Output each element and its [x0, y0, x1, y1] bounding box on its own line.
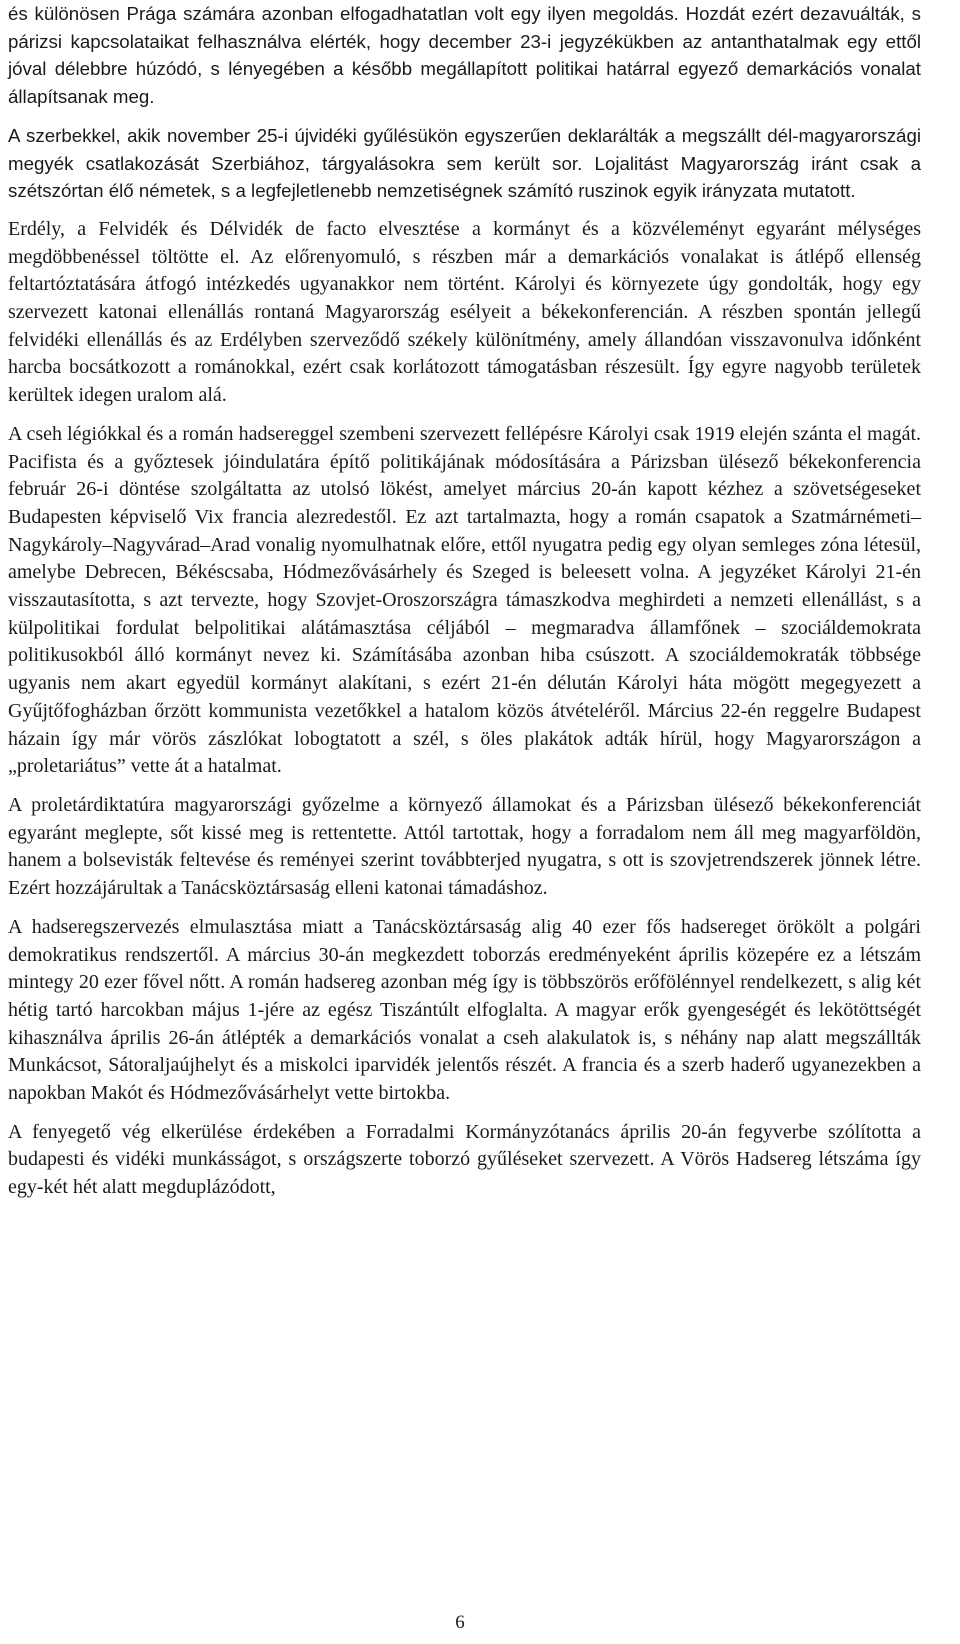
paragraph-2: A szerbekkel, akik november 25-i újvidéki gyűlésükön egyszerűen deklarálták a megszállt dél-magyarországi megyék csatlakozását Szerbiához, tárgyalásokra sem került sor. Lojalitást Magyarország iránt csak a szétszórtan élő németek, s a legfejletlenebb nemzetiségnek számító ruszinok egyik irányzata mutatott. [8, 124, 921, 202]
paragraph-5: A proletárdiktatúra magyarországi győzelme a környező államokat és a Párizsban ülésező békekonferenciát egyaránt meglepte, sőt kissé meg is rettentette. Attól tartottak, hogy a forradalom nem áll meg magyarföldön, hanem a bolsevisták feltevése és reményei szerint továbbterjed nyugatra, s ott is szovjetrendszerek jönnek létre. Ezért hozzájárultak a Tanácsköztársaság elleni katonai támadáshoz. [8, 793, 921, 900]
paragraph-4: A cseh légiókkal és a román hadsereggel szembeni szervezett fellépésre Károlyi csak 1919 elején szánta el magát. Pacifista és a győztesek jóindulatára építő politikájának módosítására a Párizsban ülésező békekonferencia február 26-i döntése szolgáltatta az utolsó lökést, amelyet március 20-án kapott kézhez a szövetségeseket Budapesten képviselő Vix francia alezredestől. Ez azt tartalmazta, hogy a román csapatok a Szatmárnémeti–Nagykároly–Nagyvárad–Arad vonalig nyomulhatnak előre, ettől nyugatra pedig egy olyan semleges zóna létesül, amelybe Debrecen, Békéscsaba, Hódmezővásárhely és Szeged is beleesett volna. A jegyzéket Károlyi 21-én visszautasította, s azt tervezte, hogy Szovjet-Oroszországra támaszkodva meghirdeti a nemzeti ellenállást, s a külpolitikai fordulat belpolitikai alátámasztása céljából – megmaradva államfőnek – szociáldemokrata politikusokból álló kormányt nevez ki. Számításába azonban hiba csúszott. A szociáldemokraták többsége ugyanis nem akart egyedül kormányt alakítani, s ezért 21-én délután Károlyi háta mögött megegyezett a Gyűjtőfogházban őrzött kommunista vezetőkkel a hatalom közös átvételéről. Március 22-én reggelre Budapest házain így már vörös zászlókat lobogtatott a szél, s öles plakátok adták hírül, hogy Magyarországon a „proletariátus” vette át a hatalmat. [8, 422, 921, 778]
paragraph-7: A fenyegető vég elkerülése érdekében a Forradalmi Kormányzótanács április 20-án fegyverbe szólította a budapesti és vidéki munkásságot, s országszerte toborzó gyűléseket szervezett. A Vörös Hadsereg létszáma így egy-két hét alatt megduplázódott, [8, 1120, 921, 1199]
document-page [8, 0, 921, 1213]
paragraph-6: A hadseregszervezés elmulasztása miatt a Tanácsköztársaság alig 40 ezer fős hadsereget örökölt a polgári demokratikus rendszertől. A március 30-án megkezdett toborzás eredményeként április közepére ez a létszám mintegy 20 ezer fővel nőtt. A román hadsereg azonban még így is többszörös erőfölénnyel rendelkezett, s alig két hétig tartó harcokban május 1-jére az egész Tiszántúlt elfoglalta. A magyar erők gyengeségét és lekötöttségét kihasználva április 26-án átlépték a demarkációs vonalat a cseh alakulatok is, s néhány nap alatt megszállták Munkácsot, Sátoraljaújhelyt és a miskolci iparvidék jelentős részét. A francia és a szerb haderő ugyanezekben a napokban Makót és Hódmezővásárhelyt vette birtokba. [8, 915, 921, 1105]
paragraph-1: és különösen Prága számára azonban elfogadhatatlan volt egy ilyen megoldás. Hozdát ezért dezavuálták, s párizsi kapcsolataikat felhasználva elérték, hogy december 23-i jegyzékükben az antanthatalmak egy ettől jóval délebbre húzódó, s lényegében a később megállapított politikai határral egyező demarkációs vonalat állapítsanak meg. [8, 3, 921, 108]
page-number: 6 [455, 1612, 465, 1633]
paragraph-3: Erdély, a Felvidék és Délvidék de facto elvesztése a kormányt és a közvéleményt egyaránt mélységes megdöbbenéssel töltötte el. Az előrenyomuló, s részben már a demarkációs vonalakat is átlépő ellenség feltartóztatására átfogó intézkedés ugyanakkor nem történt. Károlyi és környezete úgy gondolták, hogy egy szervezett katonai ellenállás rontaná Magyarország esélyeit a békekonferencián. A részben spontán jellegű felvidéki ellenállás és az Erdélyben szerveződő székely különítmény, amely állandóan visszavonulva időnként harcba bocsátkozott a románokkal, ezért csak korlátozott támogatásban részesült. Így egyre nagyobb területek kerültek idegen uralom alá. [8, 217, 921, 407]
